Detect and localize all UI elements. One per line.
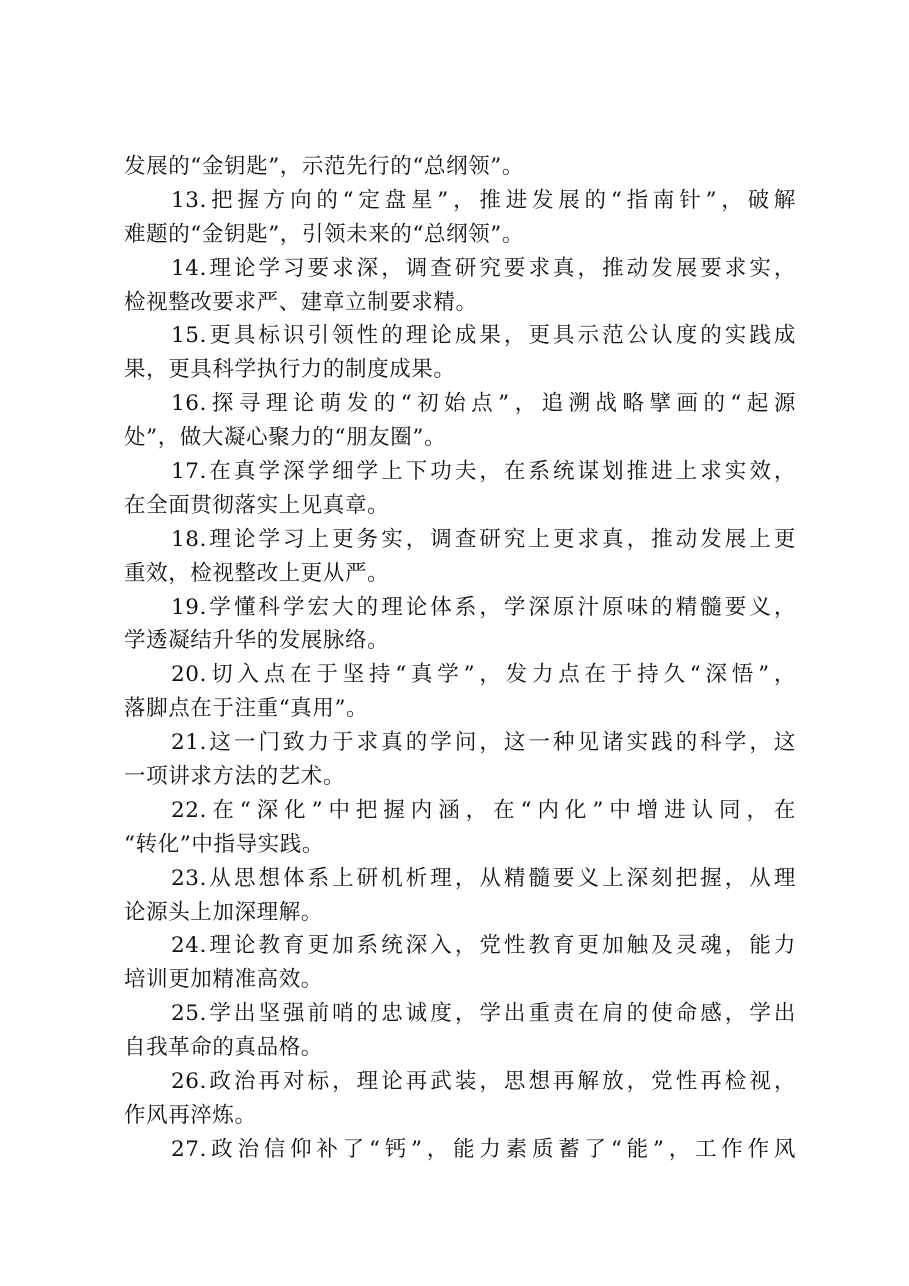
text-line: 作风再淬炼。 bbox=[124, 1102, 257, 1128]
text-line: 26.政治再对标，理论再武装，思想再解放，党性再检视， bbox=[171, 1069, 796, 1095]
text-line: 检视整改要求严、建章立制要求精。 bbox=[124, 289, 478, 315]
text-line: 18.理论学习上更务实，调查研究上更求真，推动发展上更 bbox=[171, 526, 796, 552]
text-line: 学透凝结升华的发展脉络。 bbox=[124, 628, 390, 654]
text-line: 15.更具标识引领性的理论成果，更具示范公认度的实践成 bbox=[171, 323, 796, 349]
text-line: 17.在真学深学细学上下功夫，在系统谋划推进上求实效， bbox=[171, 459, 796, 485]
text-line: 20.切入点在于坚持“真学”，发力点在于持久“深悟”， bbox=[171, 662, 796, 688]
text-line: 19.学懂科学宏大的理论体系，学深原汁原味的精髓要义， bbox=[171, 594, 796, 620]
text-line: 处”，做大凝心聚力的“朋友圈”。 bbox=[124, 425, 447, 451]
text-line: 25.学出坚强前哨的忠诚度，学出重责在肩的使命感，学出 bbox=[171, 1001, 796, 1027]
text-line: 22.在“深化”中把握内涵，在“内化”中增进认同，在 bbox=[171, 797, 796, 823]
text-line: 发展的“金钥匙”，示范先行的“总纲领”。 bbox=[124, 154, 524, 179]
text-line: 落脚点在于注重“真用”。 bbox=[124, 696, 369, 722]
text-line: 13.把握方向的“定盘星”，推进发展的“指南针”，破解 bbox=[171, 187, 796, 213]
text-line: 自我革命的真品格。 bbox=[124, 1035, 323, 1061]
text-line: 27.政治信仰补了“钙”，能力素质蓄了“能”，工作作风 bbox=[171, 1136, 796, 1162]
text-line: 难题的“金钥匙”，引领未来的“总纲领”。 bbox=[124, 221, 524, 247]
text-line: 一项讲求方法的艺术。 bbox=[124, 764, 346, 790]
text-line: “转化”中指导实践。 bbox=[124, 831, 324, 857]
text-line: 果，更具科学执行力的制度成果。 bbox=[124, 357, 456, 383]
text-line: 在全面贯彻落实上见真章。 bbox=[124, 492, 390, 518]
text-line: 21.这一门致力于求真的学问，这一种见诸实践的科学，这 bbox=[171, 730, 796, 756]
text-line: 培训更加精准高效。 bbox=[124, 967, 323, 993]
text-line: 16.探寻理论萌发的“初始点”，追溯战略擘画的“起源 bbox=[171, 391, 796, 417]
body-text bbox=[124, 150, 796, 1167]
text-line: 23.从思想体系上研机析理，从精髓要义上深刻把握，从理 bbox=[171, 865, 796, 891]
text-line: 14.理论学习要求深，调查研究要求真，推动发展要求实， bbox=[171, 255, 796, 281]
text-line: 论源头上加深理解。 bbox=[124, 899, 323, 925]
text-line: 重效，检视整改上更从严。 bbox=[124, 560, 390, 586]
text-line: 24.理论教育更加系统深入，党性教育更加触及灵魂，能力 bbox=[171, 933, 796, 959]
